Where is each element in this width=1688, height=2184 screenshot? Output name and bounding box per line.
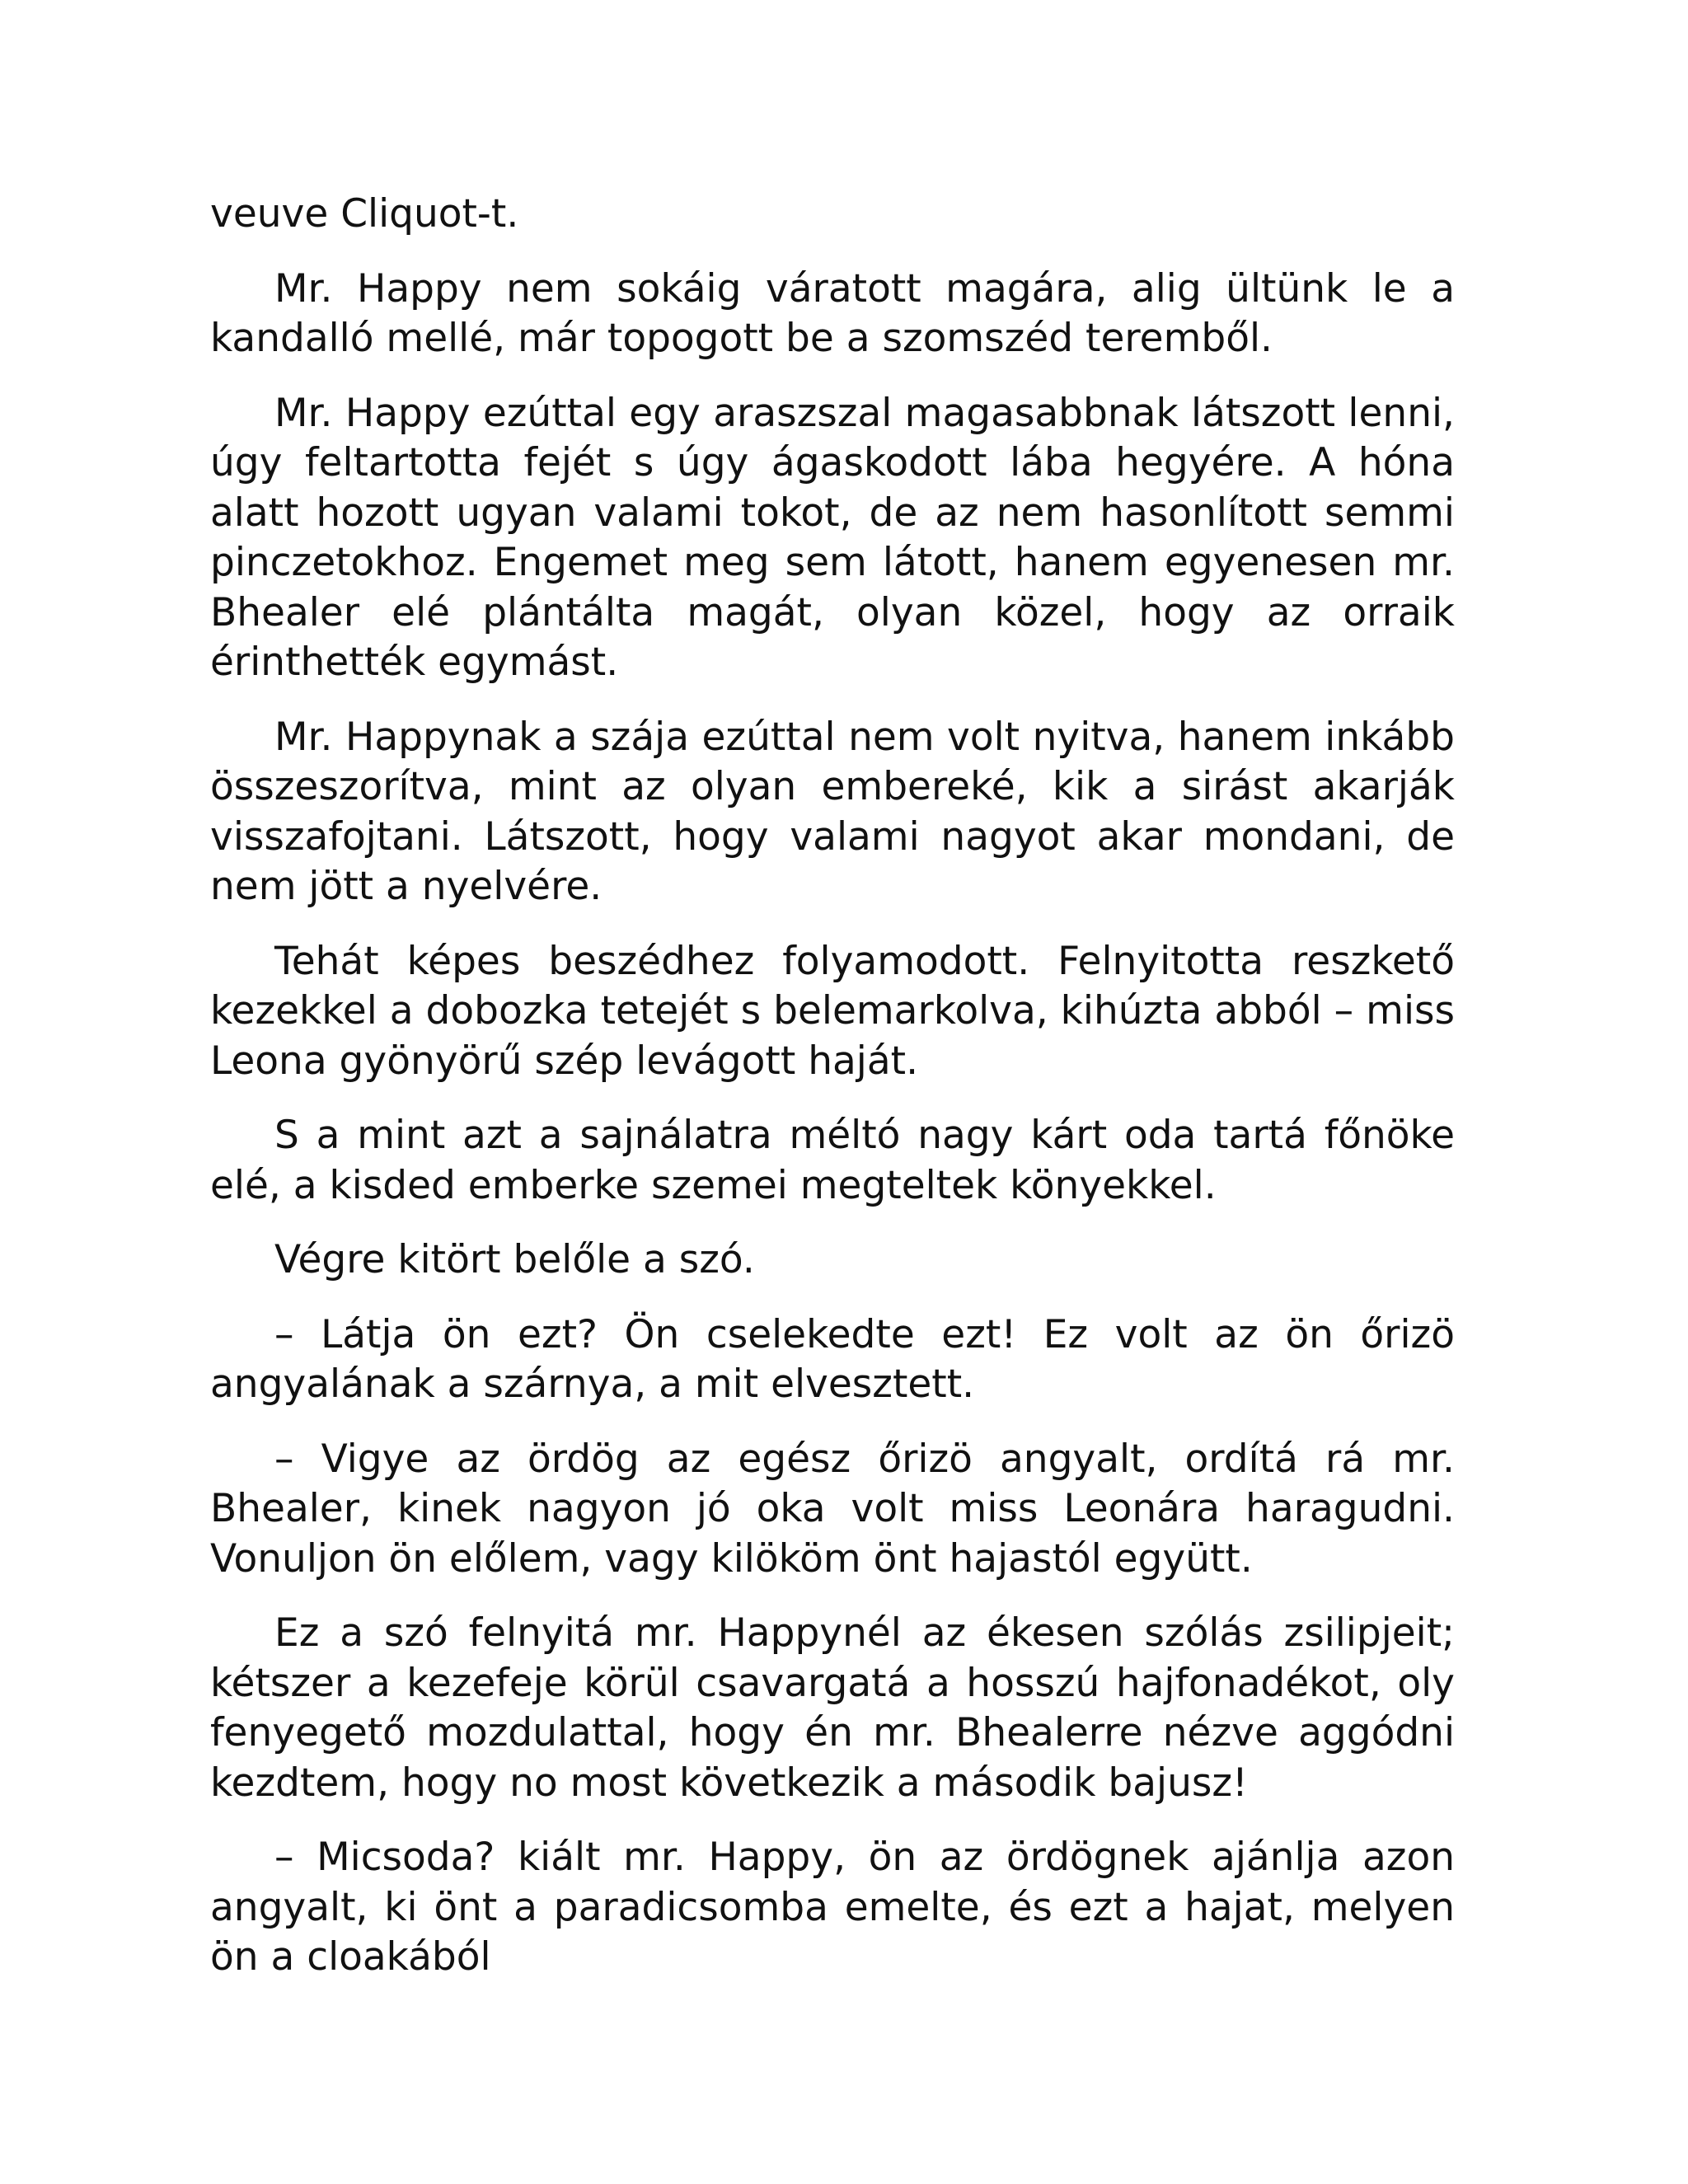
paragraph: – Micsoda? kiált mr. Happy, ön az ördögnek ajánlja azon angyalt, ki önt a paradicsomba emelte, és ezt a hajat, melyen ön a cloakából xyxy=(210,1835,1455,1980)
paragraph: – Látja ön ezt? Ön cselekedte ezt! Ez volt az ön őrizö angyalának a szárnya, a mit elvesztett. xyxy=(210,1311,1455,1407)
paragraph: Tehát képes beszédhez folyamodott. Felnyitotta reszkető kezekkel a dobozka tetejét s belemarkolva, kihúzta abból – miss Leona gyönyörű szép levágott haját. xyxy=(210,938,1455,1084)
paragraph: Mr. Happynak a szája ezúttal nem volt nyitva, hanem inkább összeszorítva, mint az olyan embereké, kik a sirást akarják visszafojtani. Látszott, hogy valami nagyot akar mondani, de nem jött a nyelvére. xyxy=(210,714,1455,909)
paragraph: Mr. Happy ezúttal egy araszszal magasabbnak látszott lenni, úgy feltartotta fejét s úgy ágaskodott lába hegyére. A hóna alatt hozott ugyan valami tokot, de az nem hasonlított semmi pinczetokhoz. Engemet meg sem látott, hanem egyenesen mr. Bhealer elé plántálta magát, olyan közel, hogy az orraik érinthették egymást. xyxy=(210,390,1455,685)
paragraph: S a mint azt a sajnálatra méltó nagy kárt oda tartá főnöke elé, a kisded emberke szemei megteltek könyekkel. xyxy=(210,1113,1455,1208)
paragraph: Ez a szó felnyitá mr. Happynél az ékesen szólás zsilipjeit; kétszer a kezefeje körül csavargatá a hosszú hajfonadékot, oly fenyegető mozdulattal, hogy én mr. Bhealerre nézve aggódni kezdtem, hogy no most következik a második bajusz! xyxy=(210,1610,1455,1806)
page-body xyxy=(210,190,1455,1983)
paragraph: veuve Cliquot-t. xyxy=(210,191,519,237)
paragraph: Végre kitört belőle a szó. xyxy=(274,1237,755,1282)
paragraph: Mr. Happy nem sokáig váratott magára, alig ültünk le a kandalló mellé, már topogott be a szomszéd teremből. xyxy=(210,265,1455,361)
paragraph: – Vigye az ördög az egész őrizö angyalt, ordítá rá mr. Bhealer, kinek nagyon jó oka volt miss Leonára haragudni. Vonuljon ön előlem, vagy kilököm önt hajastól együtt. xyxy=(210,1436,1455,1582)
